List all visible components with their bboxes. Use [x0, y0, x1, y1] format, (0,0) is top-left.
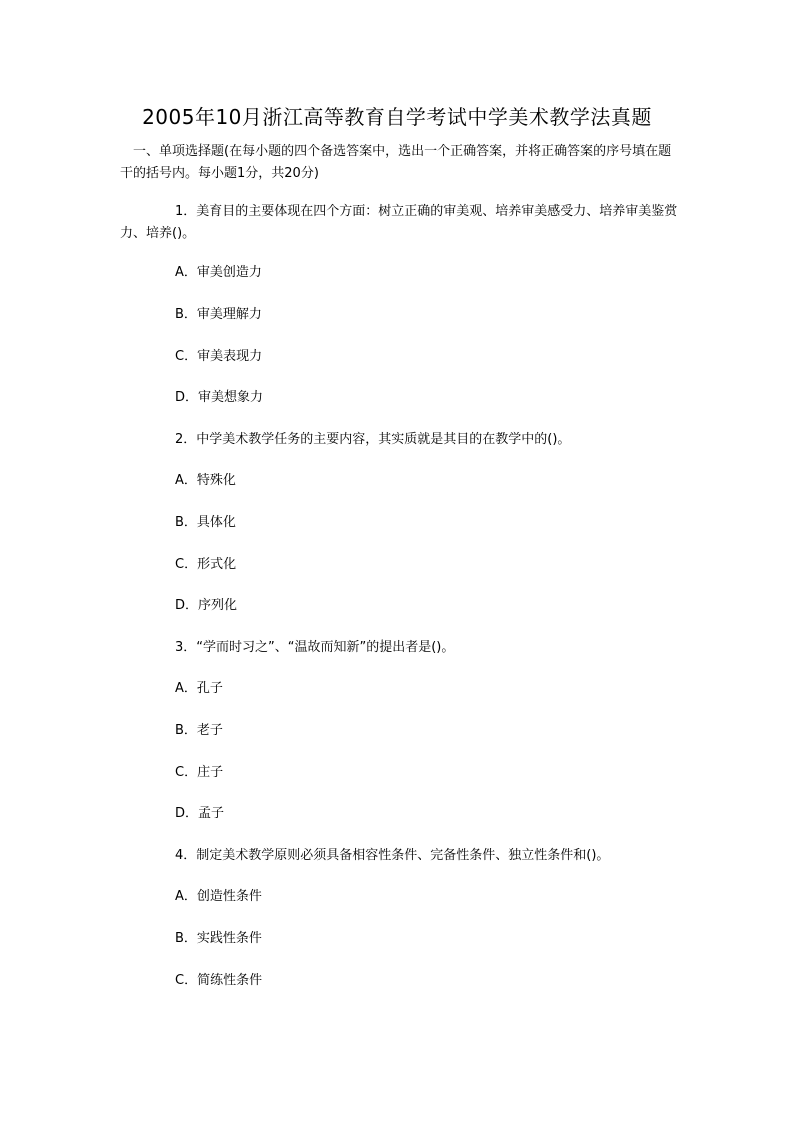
question-1-option-d: D．审美想象力 [175, 390, 264, 405]
question-1-option-b: B．审美理解力 [175, 307, 262, 322]
question-3-option-c: C．庄子 [175, 765, 224, 780]
question-2-option-d: D．序列化 [175, 598, 238, 613]
question-3-option-a: A．孔子 [175, 681, 223, 696]
question-2-option-a: A．特殊化 [175, 473, 236, 488]
question-1-stem: 1．美育目的主要体现在四个方面：树立正确的审美观、培养审美感受力、培养审美鉴赏力、培养()。 [120, 204, 678, 241]
question-3-option-d: D．孟子 [175, 806, 225, 821]
question-2-option-c: C．形式化 [175, 557, 237, 572]
section-heading: 一、单项选择题(在每小题的四个备选答案中，选出一个正确答案，并将正确答案的序号填在题干的括号内。每小题1分，共20分) [120, 144, 672, 181]
question-4-option-c: C．简练性条件 [175, 973, 263, 988]
page-title: 2005年10月浙江高等教育自学考试中学美术教学法真题 [142, 105, 652, 129]
question-4-stem: 4．制定美术教学原则必须具备相容性条件、完备性条件、独立性条件和()。 [175, 848, 610, 863]
question-2-option-b: B．具体化 [175, 515, 236, 530]
question-3-option-b: B．老子 [175, 723, 223, 738]
question-1-option-a: A．审美创造力 [175, 265, 262, 280]
question-3-stem: 3．“学而时习之”、“温故而知新”的提出者是()。 [175, 640, 455, 655]
question-2-stem: 2．中学美术教学任务的主要内容，其实质就是其目的在教学中的()。 [175, 432, 571, 447]
question-4-option-b: B．实践性条件 [175, 931, 262, 946]
question-1-option-c: C．审美表现力 [175, 349, 263, 364]
question-4-option-a: A．创造性条件 [175, 889, 262, 904]
